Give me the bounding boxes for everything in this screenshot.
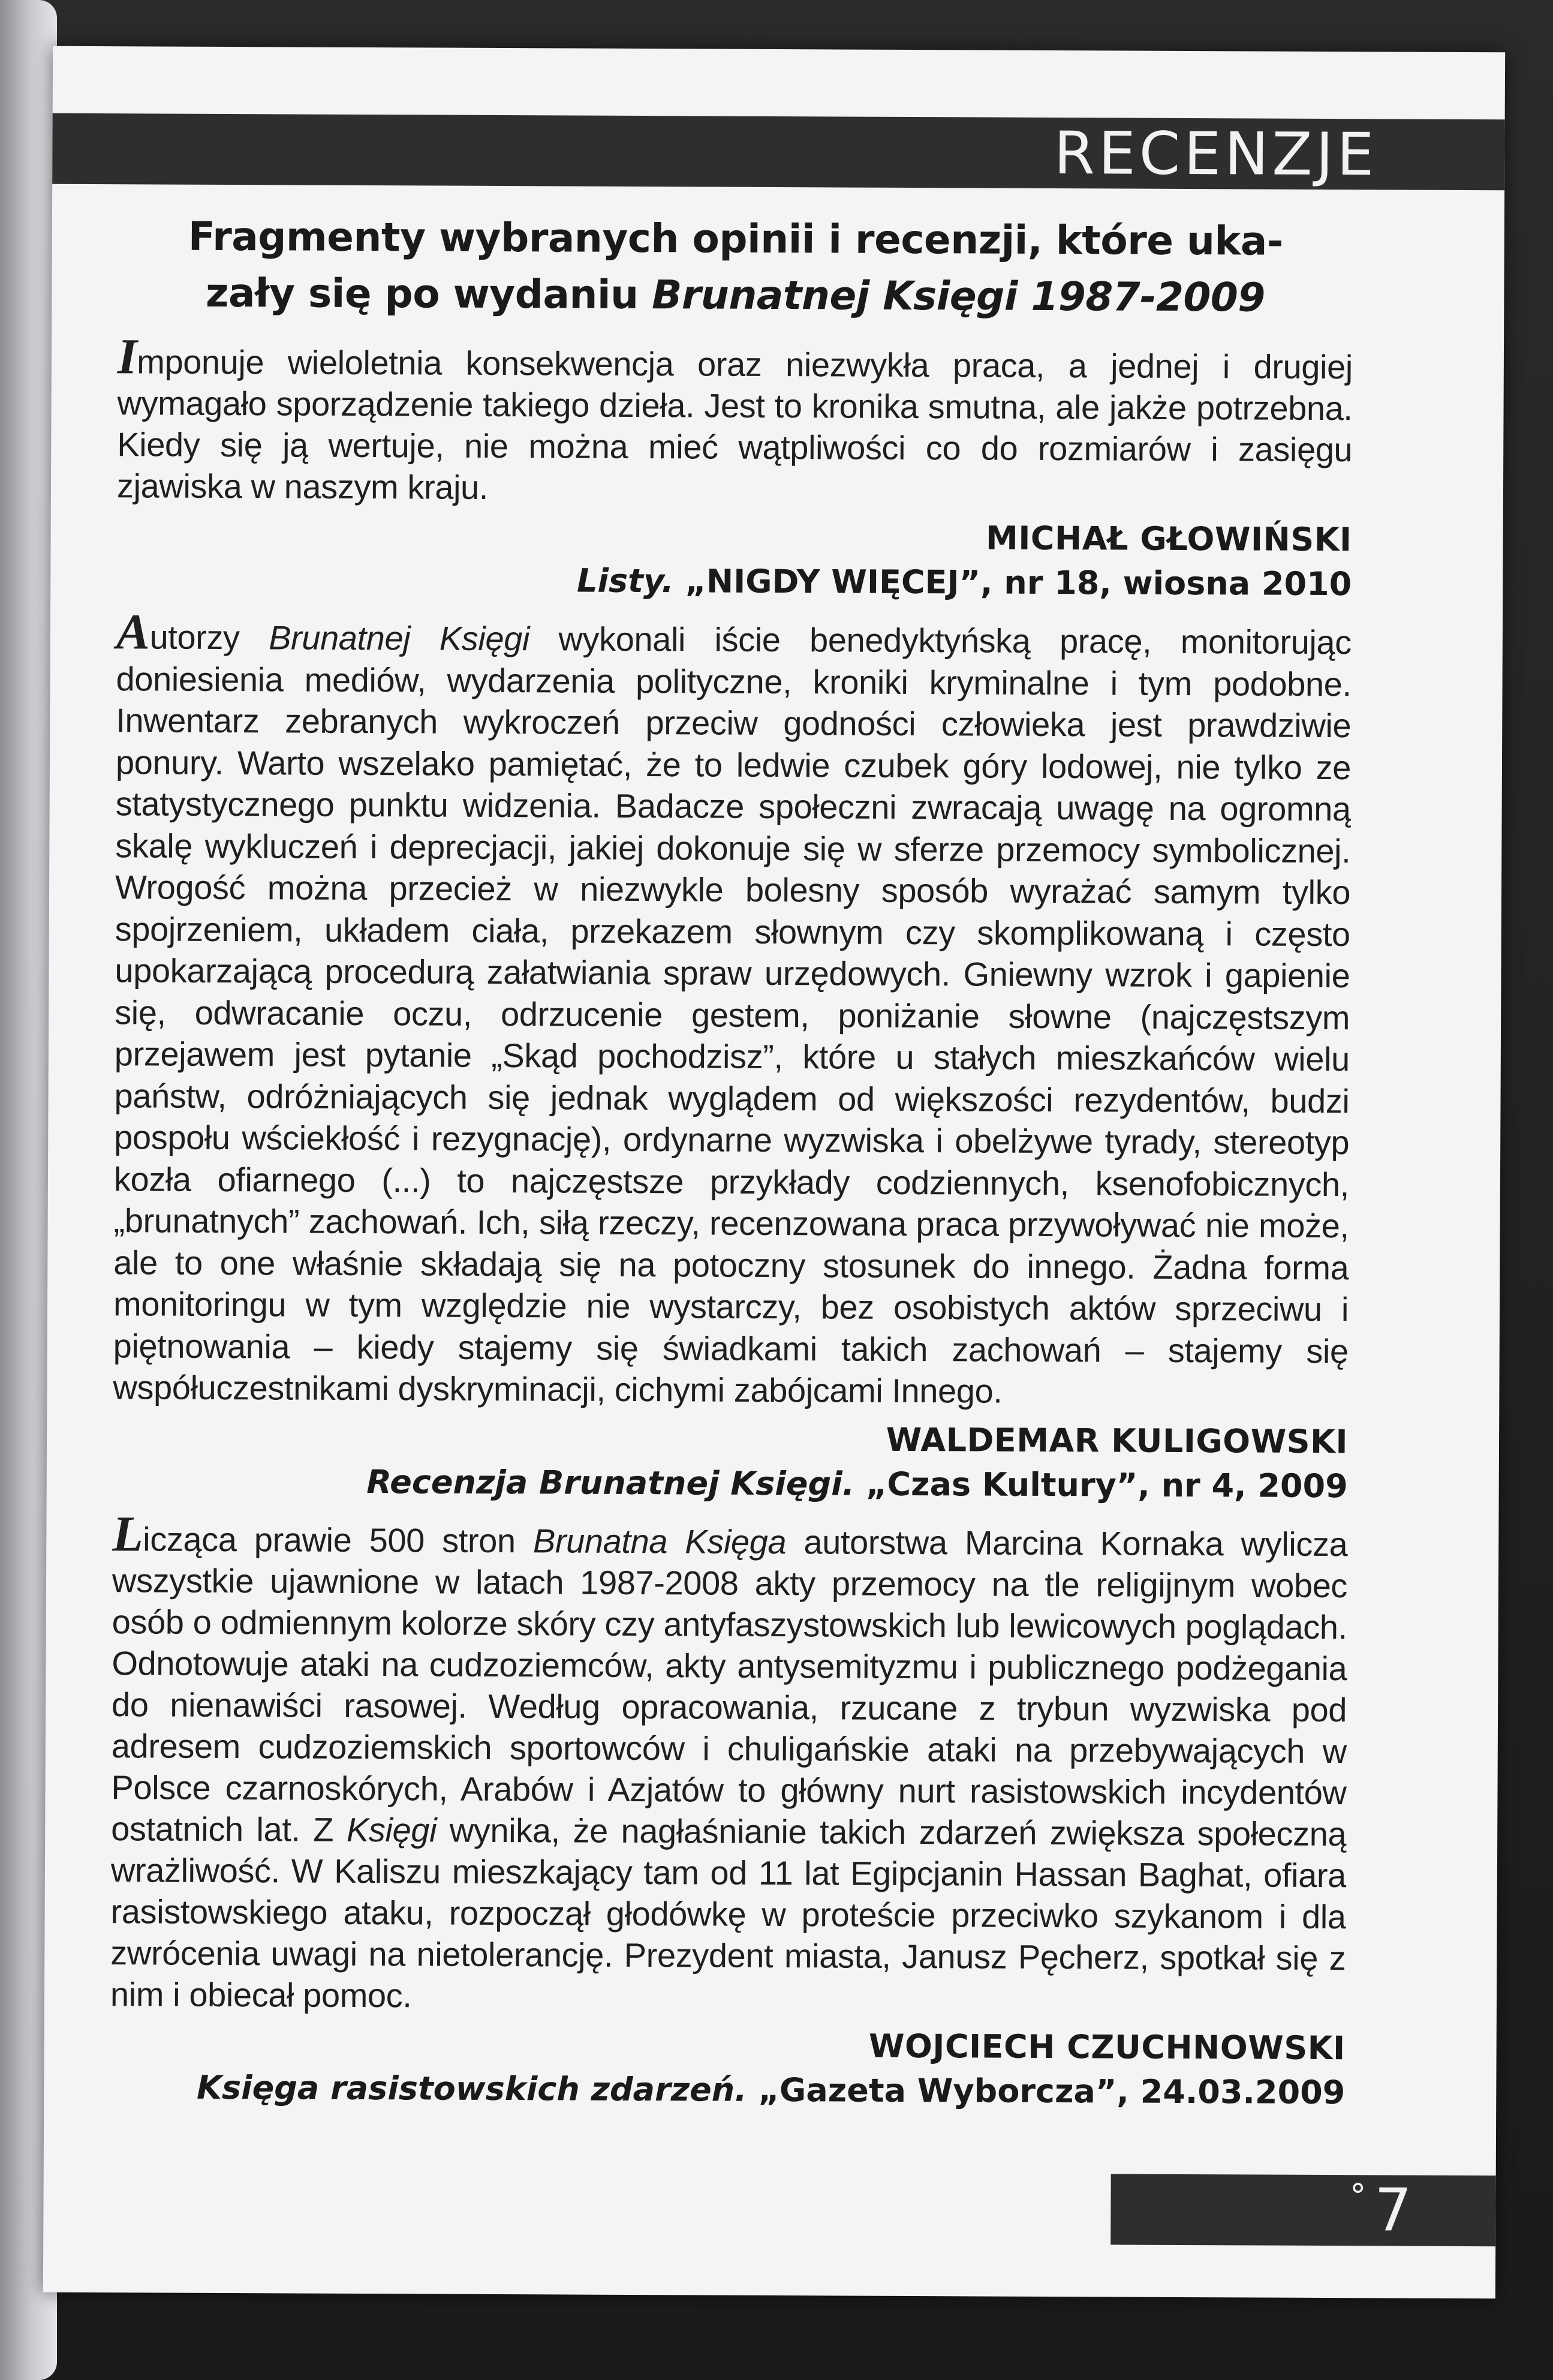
page-number-value: 7 [1374, 2176, 1412, 2245]
review-2-book-title: Brunatnej Księgi [269, 618, 530, 658]
page-headline [118, 208, 1353, 326]
review-1-source [116, 557, 1352, 606]
review-1-text [116, 329, 1353, 512]
headline-line-1: Fragmenty wybranych opinii i recenzji, które uka- [188, 213, 1283, 265]
review-3-source [110, 2065, 1345, 2115]
section-header-bar [52, 113, 1504, 191]
review-1-author: MICHAŁ GŁOWIŃSKI [985, 519, 1352, 559]
review-1-source-title: Listy. [576, 561, 674, 600]
review-2-body-a: utorzy [149, 618, 269, 657]
review-3-dropcap: L [112, 1505, 143, 1562]
page-content [110, 208, 1353, 2114]
review-3-text [110, 1505, 1348, 2020]
review-3-body-a: icząca prawie 500 stron [143, 1519, 534, 1559]
review-2-body-b: wykonali iście benedyktyńską pracę, monitorując doniesienia mediów, wydarzenia polityczne, kroniki kryminalne i tym podobne. Inwentarz zebranych wykroczeń przeciw godności człowieka jest prawdziwie ponury. Warto wszelako pamiętać, że to ledwie czubek góry lodowej, nie tylko ze statystycznego punktu widzenia. Badacze społeczni zwracają uwagę na ogromną skalę wykluczeń i deprecjacji, jakiej dokonuje się w sferze przemocy symbolicznej. Wrogość można przecież w niezwykle bolesny sposób wyrażać samym tylko spojrzeniem, układem ciała, przekazem słownym czy skomplikowaną i często upokarzającą procedurą załatwiania spraw urzędowych. Gniewny wzrok i gapienie się, odwracanie oczu, odrzucenie gestem, poniżanie słowne (najczęstszym przejawem jest pytanie „Skąd pochodzisz”, które u stałych mieszkańców wielu państw, odróżniających się jednak wyglądem od większości rezydentów, budzi pospołu wściekłość i rezygnację), ordynarne wyzwiska i obelżywe tyrady, stereotyp kozła ofiarnego (...) to najczęstsze przykłady codziennych, ksenofobicznych, „brunatnych” zachowań. Ich, siłą rzeczy, recenzowana praca przywoływać nie może, ale to one właśnie składają się na potoczny stosunek do innego. Żadna forma monitoringu w tym względzie nie wystarczy, bez osobistych aktów sprzeciwu i piętnowania – kiedy stajemy się świadkami takich zachowań – stajemy się współuczestnikami dyskryminacji, cichymi zabójcami Innego. [113, 620, 1352, 1410]
review-1-body: mponuje wieloletnia konsekwencja oraz niezwykła praca, a jednej i drugiej wymagało sporządzenie takiego dzieła. Jest to kronika smutna, ale jakże potrzebna. Kiedy się ją wertuje, nie można mieć wątpliwości co do rozmiarów i zasięgu zjawiska w naszym kraju. [116, 342, 1353, 506]
review-3-source-detail: „Gazeta Wyborcza”, 24.03.2009 [747, 2071, 1346, 2111]
review-2-text [113, 604, 1352, 1413]
magazine-page [43, 46, 1505, 2299]
review-3-source-title: Księga rasistowskich zdarzeń. [196, 2068, 747, 2109]
section-title: RECENZJE [1054, 119, 1378, 190]
review-2-dropcap: A [116, 604, 150, 660]
review-2-source-title: Recenzja Brunatnej Księgi. [366, 1462, 855, 1503]
review-2-source-detail: „Czas Kultury”, nr 4, 2009 [854, 1465, 1348, 1505]
review-3-book-title: Brunatna Księga [532, 1521, 787, 1561]
degree-mark: ° [1350, 2177, 1367, 2215]
page-number [1350, 2175, 1412, 2246]
headline-line-2: zały się po wydaniu [205, 269, 652, 318]
headline-book-title: Brunatnej Księgi 1987-2009 [651, 272, 1265, 321]
review-1-dropcap: I [117, 329, 137, 385]
review-2-author: WALDEMAR KULIGOWSKI [886, 1420, 1349, 1461]
review-3-body-b: autorstwa Marcina Kornaka wylicza wszystkie ujawnione w latach 1987-2008 akty przemocy na tle religijnym wobec osób o odmiennym kolorze skóry czy antyfaszystowskich lub lewicowych poglądach. Odnotowuje ataki na cudzoziemców, akty antysemityzmu i publicznego podżegania do nienawiści rasowej. Według opracowania, rzucane z trybun wyzwiska pod adresem cudzoziemskich sportowców i chuligańskie ataki na przebywających w Polsce czarnoskórych, Arabów i Azjatów to główny nurt rasistowskich incydentów ostatnich lat. Z [111, 1522, 1348, 1849]
review-3-author: WOJCIECH CZUCHNOWSKI [868, 2027, 1346, 2067]
review-3-book-short: Księgi [346, 1810, 437, 1849]
page-number-bar [1110, 2174, 1496, 2246]
review-2-source [113, 1459, 1348, 1508]
review-3-body-c: wynika, że nagłaśnianie takich zdarzeń zwiększa społeczną wrażliwość. W Kaliszu mieszkający tam od 11 lat Egipcjanin Hassan Baghat, ofiara rasistowskiego ataku, rozpoczął głodówkę w proteście przeciwko szykanom i dla zwrócenia uwagi na nietolerancję. Prezydent miasta, Janusz Pęcherz, spotkał się z nim i obiecał pomoc. [110, 1811, 1347, 2014]
review-1-source-detail: „NIGDY WIĘCEJ”, nr 18, wiosna 2010 [673, 562, 1352, 603]
